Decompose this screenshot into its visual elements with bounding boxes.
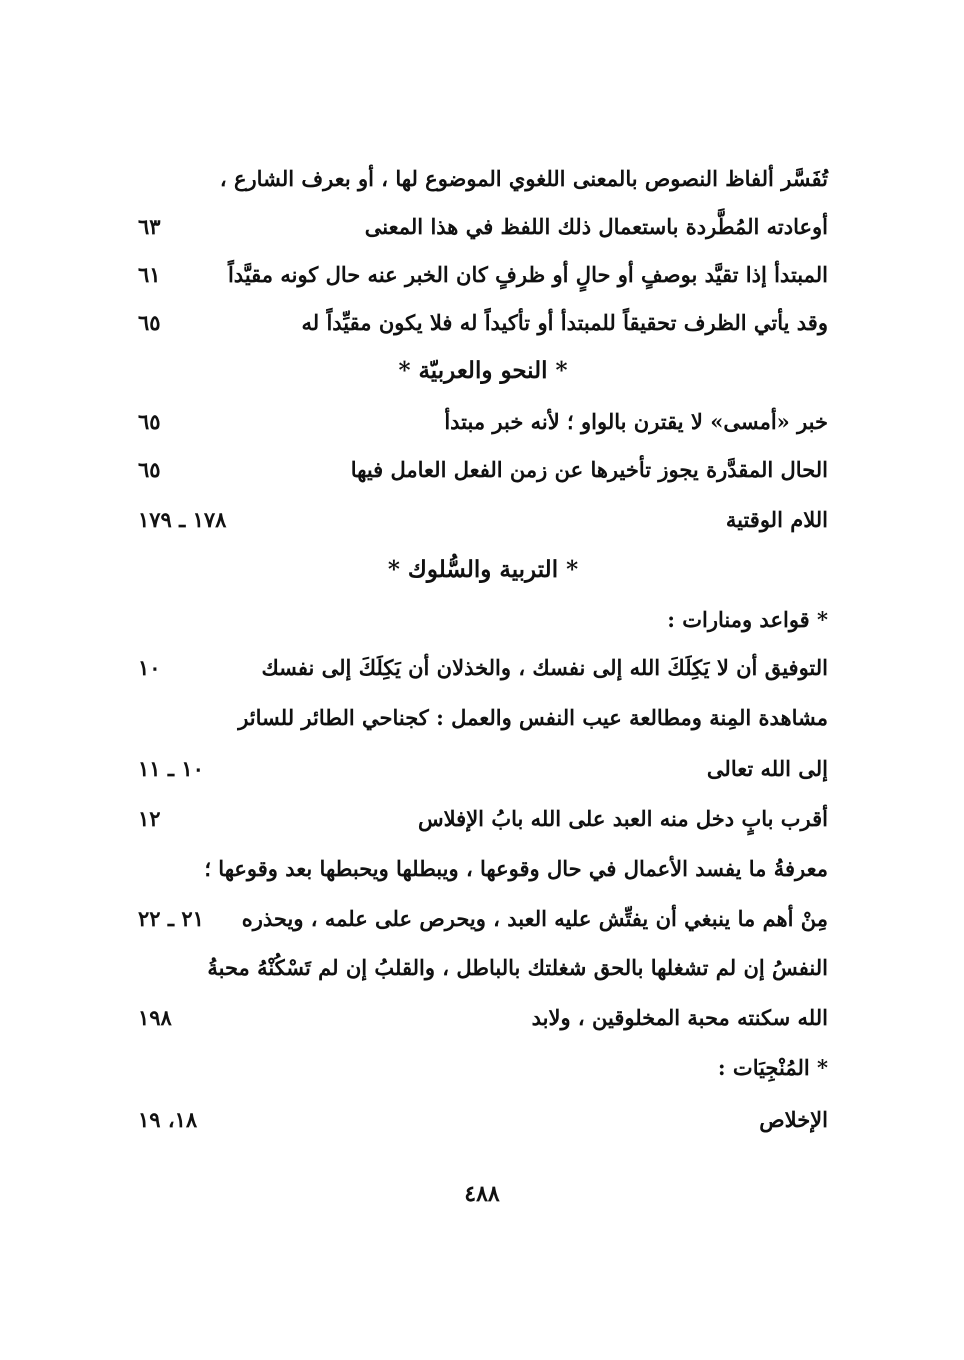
page-number: ٤٨٨ — [464, 1181, 500, 1207]
entry-page-ref: ٢١ ـ ٢٢ — [138, 906, 204, 931]
entry-text: وقد يأتي الظرف تحقيقاً للمبتدأ أو تأكيداً له فلا يكون مقيِّداً له — [301, 310, 828, 335]
index-entry — [138, 400, 828, 444]
section-heading-nahw: * النحو والعربيّة * — [398, 357, 568, 384]
entry-text: مِنْ أهم ما ينبغي أن يفتِّش عليه العبد ، ويحرص على علمه ، ويحذره — [241, 906, 828, 931]
index-entry — [138, 946, 828, 990]
index-entry — [138, 498, 828, 542]
entry-text: الإخلاص — [759, 1107, 828, 1132]
entry-page-ref: ٦٥ — [138, 310, 161, 335]
index-entry — [138, 1098, 828, 1142]
entry-text: الحال المقدَّرة يجوز تأخيرها عن زمن الفعل العامل فيها — [350, 457, 828, 482]
entry-page-ref: ١٧٨ ـ ١٧٩ — [138, 507, 227, 532]
entry-page-ref: ٦٥ — [138, 457, 161, 482]
entry-page-ref: ١٨، ١٩ — [138, 1107, 198, 1132]
entry-text: اللام الوقتية — [725, 507, 828, 532]
entry-text: أوعادته المُطَّردة باستعمال ذلك اللفظ في هذا المعنى — [364, 214, 828, 239]
index-entry — [138, 253, 828, 297]
index-entry — [138, 157, 828, 201]
entry-text: التوفيق أن لا يَكِلَكَ الله إلى نفسك ، والخذلان أن يَكِلَكَ إلى نفسك — [261, 655, 828, 680]
entry-text: المبتدأ إذا تقيَّد بوصفٍ أو حالٍ أو ظرفٍ كان الخبر عنه حال كونه مقيَّداً — [227, 262, 828, 287]
index-entry — [138, 448, 828, 492]
index-entry — [138, 646, 828, 690]
index-entry — [138, 996, 828, 1040]
entry-page-ref: ١٩٨ — [138, 1005, 172, 1030]
entry-page-ref: ٦٥ — [138, 409, 161, 434]
entry-text: معرفةُ ما يفسد الأعمال في حال وقوعها ، ويبطلها ويحبطها بعد وقوعها ؛ — [204, 856, 828, 881]
subsection-heading-munjiyat — [138, 1046, 828, 1090]
entry-text: النفسُ إن لم تشغلها بالحق شغلتك بالباطل ، والقلبُ إن لم تَسْكُنْهُ محبةُ — [207, 955, 828, 980]
index-entry — [138, 747, 828, 791]
entry-text: خبر «أمسى» لا يقترن بالواو ؛ لأنه خبر مبتدأ — [444, 409, 828, 434]
entry-page-ref: ١٠ — [138, 655, 161, 680]
index-entry — [138, 696, 828, 740]
entry-page-ref: ١٠ ـ ١١ — [138, 756, 204, 781]
subsection-heading-qawaid — [138, 598, 828, 642]
entry-page-ref: ١٢ — [138, 806, 161, 831]
section-heading-tarbiya: * التربية والسُّلوك * — [387, 556, 579, 583]
index-entry — [138, 301, 828, 345]
subsection-heading-text: * قواعد ومنارات : — [667, 607, 828, 632]
entry-text: تُفَسَّر ألفاظ النصوص بالمعنى اللغوي الموضوع لها ، أو بعرف الشارع ، — [219, 166, 828, 191]
entry-page-ref: ٦٣ — [138, 214, 161, 239]
entry-text: إلى الله تعالى — [706, 756, 828, 781]
index-entry — [138, 797, 828, 841]
index-entry — [138, 205, 828, 249]
entry-page-ref: ٦١ — [138, 262, 161, 287]
entry-text: أقرب بابٍ دخل منه العبد على الله بابُ الإفلاس — [418, 806, 828, 831]
entry-text: الله سكنته محبة المخلوقين ، ولابد — [531, 1005, 828, 1030]
subsection-heading-text: * المُنْجِيَات : — [717, 1055, 828, 1080]
entry-text: مشاهدة المِنة ومطالعة عيب النفس والعمل : كجناحي الطائر للسائر — [238, 705, 828, 730]
index-entry — [138, 847, 828, 891]
index-entry — [138, 897, 828, 941]
